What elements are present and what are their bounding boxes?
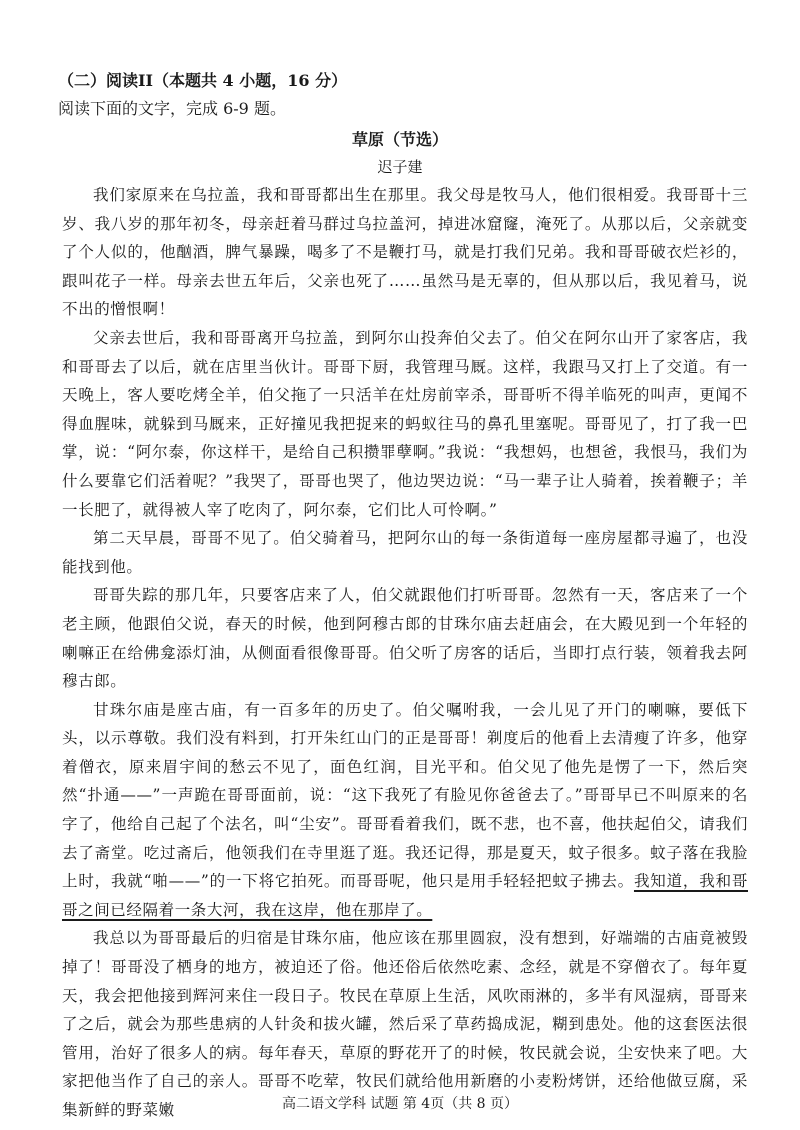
underlined-sentence: 我知道，我和哥哥之间已经隔着一条大河，我在这岸，他在那岸了。	[62, 872, 748, 919]
section-heading: （二）阅读II（本题共 4 小题，16 分）	[58, 71, 348, 90]
paragraph-4: 哥哥失踪的那几年，只要客店来了人，伯父就跟他们打听哥哥。忽然有一天，客店来了一个老主顾，他跟伯父说，春天的时候，他到阿穆古郎的甘珠尔庙去赶庙会，在大殿见到一个年轻的喇嘛正在给佛龛添灯油，从侧面看很像哥哥。伯父听了房客的话后，当即打点行装，领着我去阿穆古郎。	[62, 586, 748, 691]
paragraph-3: 第二天早晨，哥哥不见了。伯父骑着马，把阿尔山的每一条街道每一座房屋都寻遍了，也没能找到他。	[62, 529, 748, 576]
article-author: 迟子建	[377, 158, 423, 176]
paragraph-2: 父亲去世后，我和哥哥离开乌拉盖，到阿尔山投奔伯父去了。伯父在阿尔山开了家客店，我和哥哥去了以后，就在店里当伙计。哥哥下厨，我管理马厩。这样，我跟马又打上了交道。有一天晚上，客人要吃烤全羊，伯父拖了一只活羊在灶房前宰杀，哥哥听不得羊临死的叫声，更闻不得血腥味，就躲到马厩来，正好撞见我把捉来的蚂蚁往马的鼻孔里塞呢。哥哥见了，打了我一巴掌，说：“阿尔泰，你这样干，是给自己积攒罪孽啊。”我说：“我想妈，也想爸，我恨马，我们为什么要靠它们活着呢？”我哭了，哥哥也哭了，他边哭边说：“马一辈子让人骑着，挨着鞭子；羊一长肥了，就得被人宰了吃肉了，阿尔泰，它们比人可怜啊。”	[62, 328, 748, 519]
paragraph-6: 我总以为哥哥最后的归宿是甘珠尔庙，他应该在那里圆寂，没有想到，好端端的古庙竟被毁掉了！哥哥没了栖身的地方，被迫还了俗。他还俗后依然吃素、念经，就是不穿僧衣了。每年夏天，我会把他接到辉河来住一段日子。牧民在草原上生活，风吹雨淋的，多半有风湿病，哥哥来了之后，就会为那些患病的人针灸和拔火罐，然后采了草药捣成泥，糊到患处。他的这套医法很管用，治好了很多人的病。每年春天，草原的野花开了的时候，牧民就会说，尘安快来了吧。大家把他当作了自己的亲人。哥哥不吃荤，牧民们就给他用新磨的小麦粉烤饼，还给他做豆腐，采集新鲜的野菜嫩	[62, 929, 748, 1119]
paragraph-5	[62, 696, 748, 925]
reading-instruction: 阅读下面的文字，完成 6-9 题。	[58, 99, 286, 118]
article-title: 草原（节选）	[351, 130, 448, 149]
page-footer: 高二语文学科 试题 第 4页（共 8 页）	[281, 1096, 519, 1112]
paragraph-5-text: 甘珠尔庙是座古庙，有一百多年的历史了。伯父嘱咐我，一会儿见了开门的喇嘛，要低下头，以示尊敬。我们没有料到，打开朱红山门的正是哥哥！剃度后的他看上去清瘦了许多，他穿着僧衣，原来眉宇间的愁云不见了，面色红润，目光平和。伯父见了他先是愣了一下，然后突然“扑通——”一声跪在哥哥面前，说：“这下我死了有脸见你爸爸去了。”哥哥早已不叫原来的名字了，他给自己起了个法名，叫“尘安”。哥哥看着我们，既不悲，也不喜，他扶起伯父，请我们去了斋堂。吃过斋后，他领我们在寺里逛了逛。我还记得，那是夏天，蚊子很多。蚊子落在我脸上时，我就“啪——”的一下将它拍死。而哥哥呢，他只是用手轻轻把蚊子拂去。	[62, 700, 748, 891]
paragraph-1: 我们家原来在乌拉盖，我和哥哥都出生在那里。我父母是牧马人，他们很相爱。我哥哥十三岁、我八岁的那年初冬，母亲赶着马群过乌拉盖河，掉进冰窟窿，淹死了。从那以后，父亲就变了个人似的，他酗酒，脾气暴躁，喝多了不是鞭打马，就是打我们兄弟。我和哥哥破衣烂衫的，跟叫花子一样。母亲去世五年后，父亲也死了……虽然马是无辜的，但从那以后，我见着马，说不出的憎恨啊！	[62, 186, 748, 319]
article-body	[62, 181, 748, 1125]
